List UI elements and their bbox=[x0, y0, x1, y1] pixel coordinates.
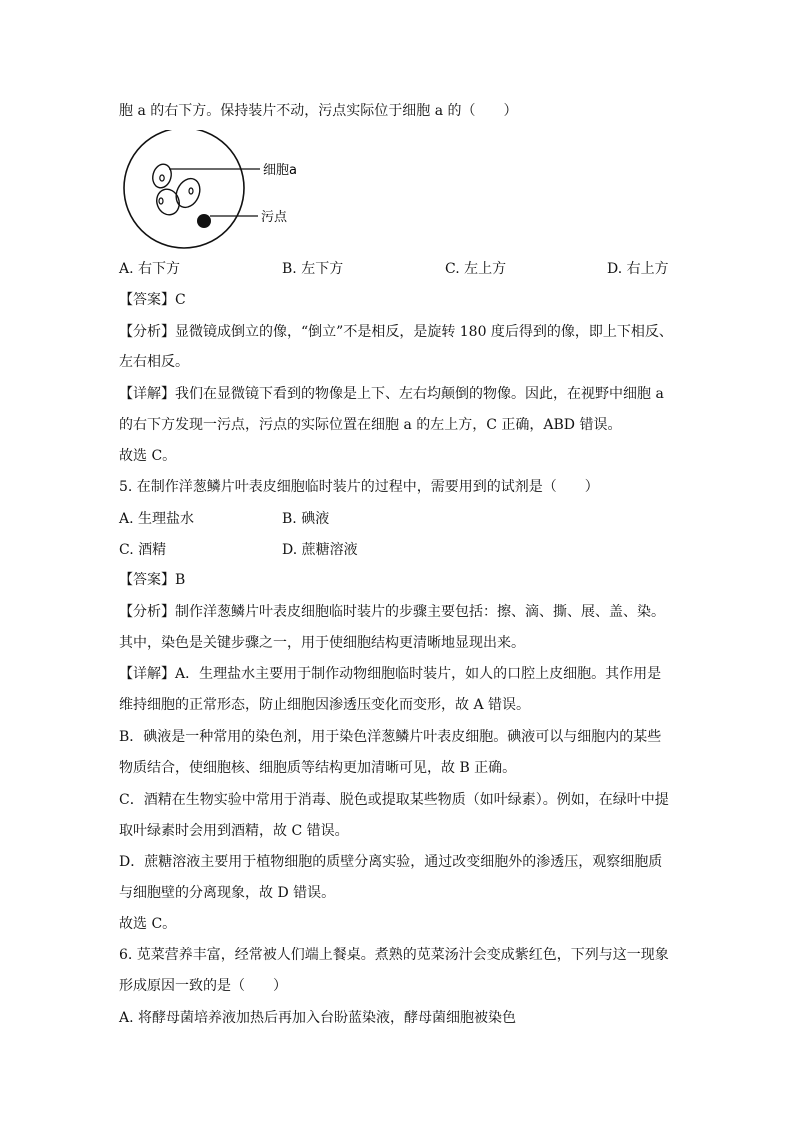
microscope-field-figure bbox=[120, 130, 320, 250]
q5-analysis-line-1: 【分析】制作洋葱鳞片叶表皮细胞临时装片的步骤主要包括：擦、滴、撕、展、盖、染。 bbox=[119, 604, 665, 620]
cell-a bbox=[150, 162, 174, 190]
question-6-stem-line-2: 形成原因一致的是（ ） bbox=[119, 978, 287, 994]
q5-option-b: B. 碘液 bbox=[282, 511, 330, 527]
field-of-view-circle bbox=[124, 130, 244, 248]
question-6-stem-line-1: 6. 苋菜营养丰富，经常被人们端上餐桌。煮熟的苋菜汤汁会变成紫红色，下列与这一现象 bbox=[119, 947, 669, 963]
question-4-stem-end: 胞 a 的右下方。保持装片不动，污点实际位于细胞 a 的（ ） bbox=[119, 103, 518, 119]
q5-detail-line-3: B．碘液是一种常用的染色剂，用于染色洋葱鳞片叶表皮细胞。碘液可以与细胞内的某些 bbox=[119, 729, 662, 745]
dirt-spot bbox=[197, 214, 211, 228]
q5-option-c: C. 酒精 bbox=[119, 542, 167, 558]
q4-detail-line-1: 【详解】我们在显微镜下看到的物像是上下、左右均颠倒的物像。因此，在视野中细胞 a bbox=[119, 386, 664, 402]
q5-detail-line-6: 取叶绿素时会用到酒精，故 C 错误。 bbox=[119, 823, 349, 839]
q5-detail-line-7: D．蔗糖溶液主要用于植物细胞的质壁分离实验，通过改变细胞外的渗透压，观察细胞质 bbox=[119, 854, 663, 870]
dirt-spot-label: 污点 bbox=[261, 210, 288, 225]
q4-detail-line-2: 的右下方发现一污点，污点的实际位置在细胞 a 的左上方，C 正确，ABD 错误。 bbox=[119, 417, 622, 433]
q5-detail-line-2: 维持细胞的正常形态，防止细胞因渗透压变化而变形，故 A 错误。 bbox=[119, 697, 531, 713]
q4-answer: 【答案】C bbox=[119, 292, 186, 308]
q5-detail-line-8: 与细胞壁的分离现象，故 D 错误。 bbox=[119, 885, 336, 901]
q5-detail-line-5: C．酒精在生物实验中常用于消毒、脱色或提取某些物质（如叶绿素）。例如，在绿叶中提 bbox=[119, 792, 669, 808]
q5-detail-line-4: 物质结合，使细胞核、细胞质等结构更加清晰可见，故 B 正确。 bbox=[119, 760, 517, 776]
q5-detail-line-1: 【详解】A．生理盐水主要用于制作动物细胞临时装片，如人的口腔上皮细胞。其作用是 bbox=[119, 666, 662, 682]
q5-answer: 【答案】B bbox=[119, 572, 186, 588]
cell-a-label: 细胞a bbox=[263, 163, 297, 178]
q6-option-a: A. 将酵母菌培养液加热后再加入台盼蓝染液，酵母菌细胞被染色 bbox=[119, 1010, 517, 1026]
q4-option-a: A. 右下方 bbox=[119, 261, 181, 277]
cell-b bbox=[153, 186, 183, 218]
cell-c bbox=[172, 175, 205, 211]
cell-c-nucleus bbox=[189, 188, 193, 194]
question-5-stem: 5. 在制作洋葱鳞片叶表皮细胞临时装片的过程中，需要用到的试剂是（ ） bbox=[119, 479, 599, 495]
q5-selection: 故选 C。 bbox=[119, 916, 177, 932]
cell-b-nucleus bbox=[159, 198, 163, 204]
q4-option-d: D. 右上方 bbox=[607, 261, 669, 277]
q4-selection: 故选 C。 bbox=[119, 448, 177, 464]
q4-analysis-line-1: 【分析】显微镜成倒立的像，“倒立”不是相反，是旋转 180 度后得到的像，即上下相反、 bbox=[119, 324, 673, 340]
q4-analysis-line-2: 左右相反。 bbox=[119, 354, 189, 370]
q4-option-b: B. 左下方 bbox=[282, 261, 344, 277]
cell-a-nucleus bbox=[160, 175, 164, 181]
q4-option-c: C. 左上方 bbox=[445, 261, 507, 277]
q5-option-a: A. 生理盐水 bbox=[119, 511, 195, 527]
q5-option-d: D. 蔗糖溶液 bbox=[282, 542, 358, 558]
q5-analysis-line-2: 其中，染色是关键步骤之一，用于使细胞结构更清晰地显现出来。 bbox=[119, 635, 525, 651]
